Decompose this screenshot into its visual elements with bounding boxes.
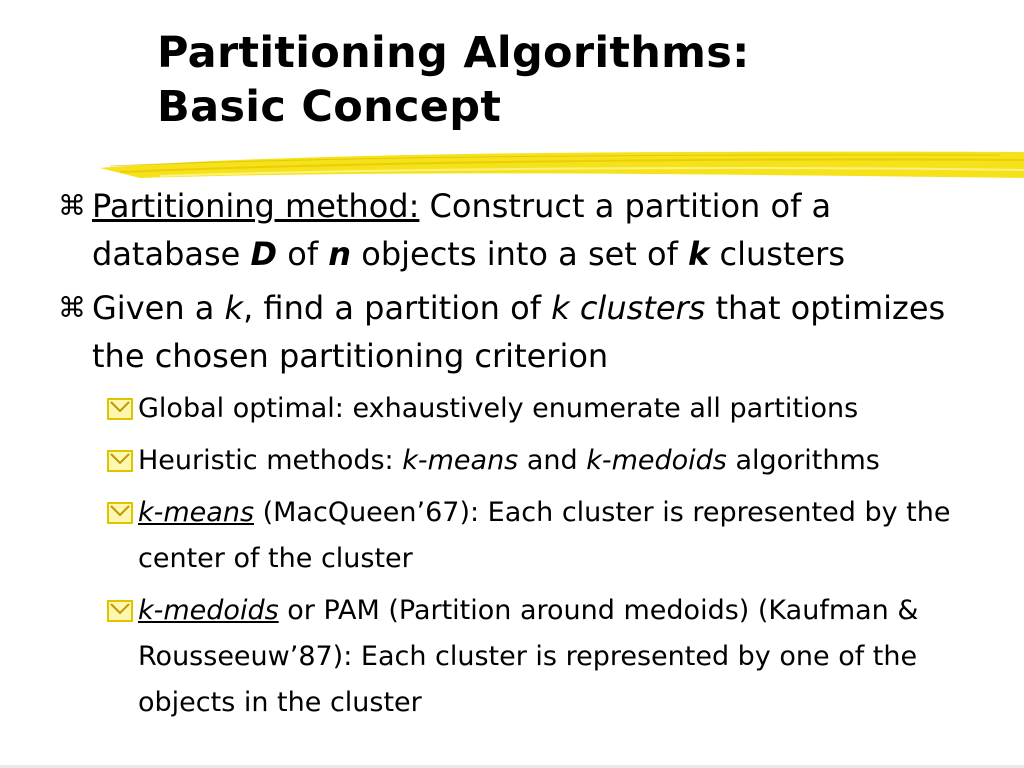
- command-bullet-icon: ⌘: [58, 189, 86, 222]
- sub-bullet-global-optimal: Global optimal: exhaustively enumerate all partitions: [58, 386, 988, 432]
- slide-title: [157, 26, 750, 134]
- command-bullet-icon: ⌘: [58, 291, 86, 324]
- sub-bullet-kmeans: k-means (MacQueen’67): Each cluster is represented by the center of the cluster: [58, 490, 988, 582]
- bullet-partitioning-method: ⌘ Partitioning method: Construct a partition of a database D of n objects into a set of k clusters: [58, 182, 988, 278]
- checkbox-bullet-icon: [107, 600, 133, 622]
- sub-bullet-heuristic-methods: Heuristic methods: k-means and k-medoids algorithms: [58, 438, 988, 484]
- title-line-1: Partitioning Algorithms:: [157, 28, 750, 78]
- bullet-list: [58, 182, 988, 732]
- checkbox-bullet-icon: [107, 450, 133, 472]
- brush-stroke-underline: [100, 148, 1024, 186]
- sub-bullet-kmedoids: k-medoids or PAM (Partition around medoids) (Kaufman & Rousseeuw’87): Each cluster is represented by one of the objects in the cluster: [58, 588, 988, 726]
- checkbox-bullet-icon: [107, 398, 133, 420]
- bullet-given-k: ⌘ Given a k, find a partition of k clusters that optimizes the chosen partitioning criterion: [58, 284, 988, 380]
- term-partitioning-method: Partitioning method:: [92, 187, 420, 225]
- title-line-2: Basic Concept: [157, 82, 502, 132]
- checkbox-bullet-icon: [107, 502, 133, 524]
